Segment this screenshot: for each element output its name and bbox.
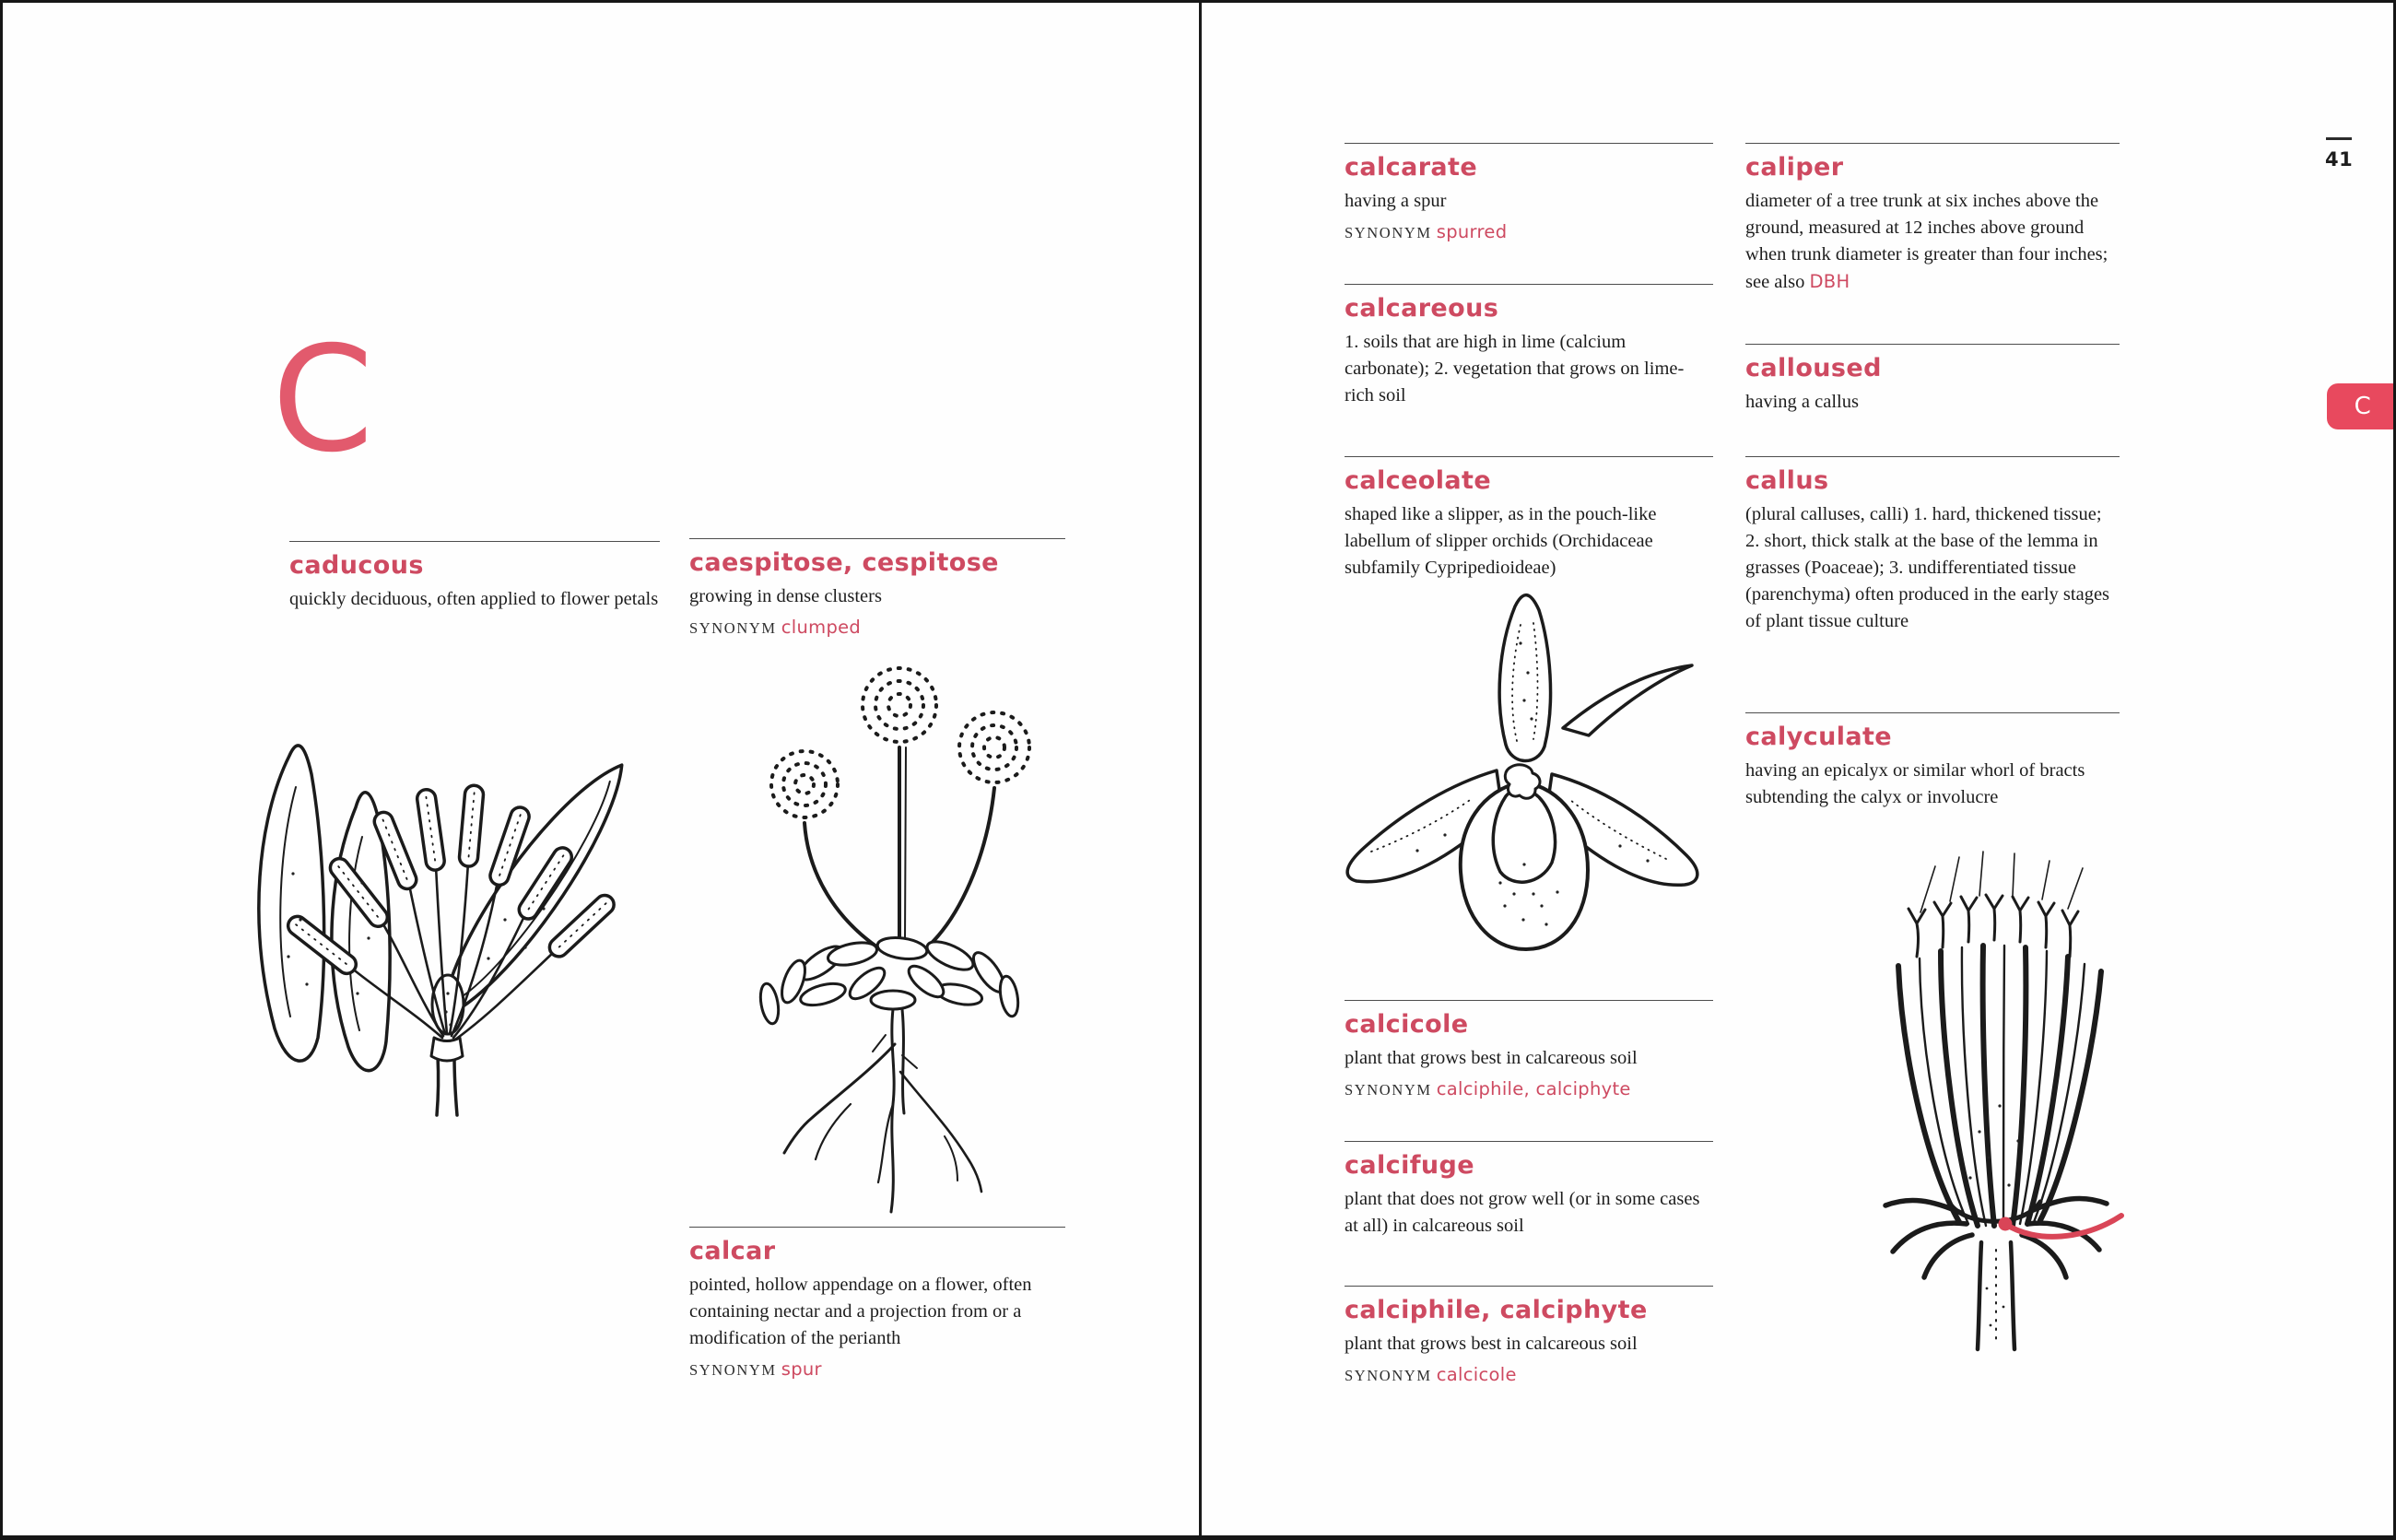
entry-definition: (plural calluses, calli) 1. hard, thickened tissue; 2. short, thick stalk at the base of the lemma in grasses (Poaceae); 3. undifferentiated tissue (parenchyma) often produced in the early stages of plant tissue culture	[1745, 504, 2110, 632]
entry-caespitose	[689, 538, 1065, 641]
page-gutter-line	[1199, 3, 1202, 1535]
caespitose-plant-illustration	[712, 639, 1076, 1224]
entry-term: caespitose, cespitose	[689, 548, 999, 577]
entry-definition: plant that grows best in calcareous soil	[1345, 1048, 1638, 1069]
synonym-value: calcicole	[1436, 1364, 1517, 1386]
synonym-label: SYNONYM	[689, 619, 777, 638]
entry-synonym-line	[1345, 1076, 1713, 1103]
page-number-rule	[2326, 137, 2352, 140]
cross-reference-dbh: DBH	[1809, 271, 1850, 293]
synonym-value: spur	[781, 1358, 822, 1381]
entry-term: callus	[1745, 466, 1829, 495]
entry-term: calloused	[1745, 354, 1882, 382]
caducous-flower-illustration	[201, 643, 689, 1118]
entry-definition: shaped like a slipper, as in the pouch-like labellum of slipper orchids (Orchidaceae subfamily Cypripedioideae)	[1345, 504, 1657, 579]
entry-term: caliper	[1745, 153, 1844, 182]
entry-term: calcifuge	[1345, 1151, 1474, 1180]
entry-definition	[1745, 188, 2120, 296]
synonym-value: clumped	[781, 617, 862, 639]
entry-definition: plant that does not grow well (or in some cases at all) in calcareous soil	[1345, 1189, 1700, 1237]
entry-definition: having an epicalyx or similar whorl of bracts subtending the calyx or involucre	[1745, 760, 2085, 808]
entry-definition: having a spur	[1345, 191, 1447, 212]
entry-calcareous	[1345, 284, 1713, 409]
entry-term: calcicole	[1345, 1010, 1469, 1039]
page-number: 41	[2325, 147, 2354, 170]
synonym-value: calciphile, calciphyte	[1436, 1078, 1631, 1100]
entry-definition: having a callus	[1745, 392, 1859, 413]
entry-synonym-line	[689, 615, 1065, 641]
section-letter-drop-cap: C	[272, 315, 374, 485]
synonym-label: SYNONYM	[1345, 224, 1432, 242]
entry-calcicole	[1345, 1000, 1713, 1103]
entry-term: calcar	[689, 1237, 776, 1265]
entry-definition: growing in dense clusters	[689, 586, 882, 607]
entry-calcarate	[1345, 143, 1713, 246]
slipper-orchid-illustration	[1316, 588, 1721, 966]
entry-calyculate	[1745, 712, 2120, 811]
entry-definition: 1. soils that are high in lime (calcium carbonate); 2. vegetation that grows on lime-rich soil	[1345, 332, 1685, 406]
definition-text: diameter of a tree trunk at six inches above the ground, measured at 12 inches above ground when trunk diameter is greater than four inches; see also	[1745, 191, 2108, 293]
entry-term: calceolate	[1345, 466, 1492, 495]
entry-calloused	[1745, 344, 2120, 416]
entry-calciphile	[1345, 1286, 1713, 1389]
entry-synonym-line	[689, 1357, 1065, 1383]
entry-synonym-line	[1345, 219, 1713, 246]
tab-letter: C	[2354, 393, 2372, 420]
synonym-value: spurred	[1436, 221, 1508, 243]
synonym-label: SYNONYM	[1345, 1081, 1432, 1099]
section-thumb-tab	[2327, 383, 2396, 429]
calyculate-flower-head-illustration	[1832, 828, 2164, 1353]
entry-term: calyculate	[1745, 723, 1892, 751]
entry-calcifuge	[1345, 1141, 1713, 1240]
entry-definition: quickly deciduous, often applied to flower petals	[289, 589, 659, 610]
entry-definition: plant that grows best in calcareous soil	[1345, 1334, 1638, 1355]
entry-calceolate	[1345, 456, 1713, 582]
entry-callus	[1745, 456, 2120, 635]
synonym-label: SYNONYM	[689, 1361, 777, 1380]
entry-term: calciphile, calciphyte	[1345, 1296, 1648, 1324]
entry-definition: pointed, hollow appendage on a flower, often containing nectar and a projection from or a modification of the perianth	[689, 1275, 1032, 1349]
synonym-label: SYNONYM	[1345, 1367, 1432, 1385]
entry-synonym-line	[1345, 1362, 1713, 1389]
page-number-block	[2325, 137, 2366, 170]
entry-term: calcarate	[1345, 153, 1478, 182]
entry-caducous	[289, 541, 660, 613]
entry-caliper	[1745, 143, 2120, 296]
entry-term: calcareous	[1345, 294, 1499, 323]
entry-term: caducous	[289, 551, 424, 580]
entry-calcar	[689, 1227, 1065, 1383]
